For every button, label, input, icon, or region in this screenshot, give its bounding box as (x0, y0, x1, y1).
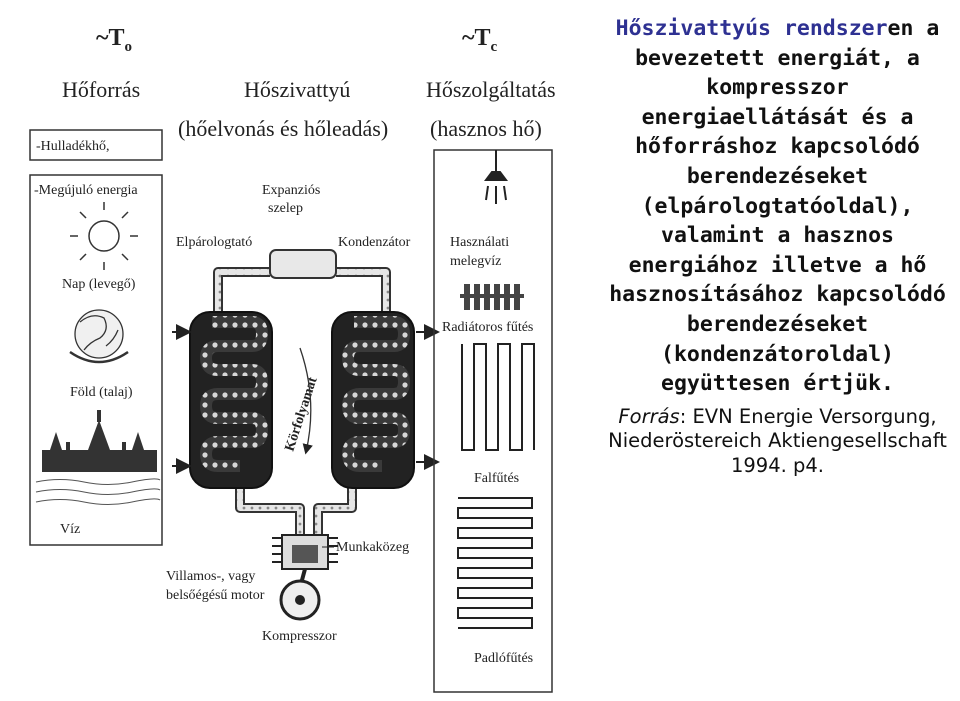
description-text (600, 14, 955, 399)
source-label: Forrás (618, 404, 680, 428)
heading-heat-pump: Hőszivattyú (244, 77, 351, 102)
description-body: bevezetett energiát, a kompresszor energiaellátását és a hőforráshoz kapcsolódó berendezéseket (elpárologtatóoldal), valamint a hasznos energiához illetve a hő hasznosításához kapcsolódó berendezéseket (kondenzátoroldal) együttesen értjük. (609, 45, 946, 397)
wall-heating-icon (462, 344, 534, 450)
water-waves-icon (36, 479, 160, 505)
cycle-label: Körfolyamat (282, 375, 321, 454)
motor-label-2: belsőégésű motor (166, 588, 265, 603)
motor-label-1: Villamos-, vagy (166, 569, 256, 584)
description-body-start: en a (887, 16, 940, 41)
compressor-motor-icon (272, 535, 338, 619)
floor-heating-icon (458, 498, 532, 628)
radiator-icon (460, 284, 524, 310)
floor-heating-label: Padlófűtés (474, 651, 534, 666)
condenser-unit (332, 312, 414, 488)
heading-heat-supply: Hőszolgáltatás (426, 77, 556, 102)
water-label: Víz (60, 522, 81, 537)
shower-icon (486, 150, 506, 204)
heading-heat-supply-sub: (hasznos hő) (430, 116, 542, 141)
expansion-valve-label-2: szelep (268, 201, 303, 216)
evaporator-label: Elpárologtató (176, 235, 253, 250)
working-medium-label: Munkaközeg (336, 540, 410, 555)
wall-heating-label: Falfűtés (474, 471, 520, 486)
condenser-label: Kondenzátor (338, 235, 411, 250)
hot-water-label-1: Használati (450, 235, 510, 250)
heading-heat-source: Hőforrás (62, 77, 141, 102)
heading-heat-pump-sub: (hőelvonás és hőleadás) (178, 116, 389, 141)
source-renewable-label: -Megújuló energia (34, 183, 138, 198)
highlight-heat-pump: Hőszivattyús (615, 16, 772, 41)
earth-soil-label: Föld (talaj) (70, 385, 133, 400)
source-text: : EVN Energie Versorgung, Niederöstereich Aktiengesellschaft 1994. p4. (608, 404, 947, 477)
earth-globe-icon (70, 310, 128, 362)
description-panel (600, 14, 955, 478)
expansion-valve (270, 250, 336, 278)
temp-source-label: $\sim T_o$ (96, 25, 132, 55)
source-citation (600, 405, 955, 479)
expansion-valve-label-1: Expanziós (262, 183, 321, 198)
source-waste-heat-label: -Hulladékhő, (36, 139, 110, 154)
compressor-label: Kompresszor (262, 629, 337, 644)
sun-air-label: Nap (levegő) (62, 277, 136, 292)
highlight-system: rendszer (783, 16, 888, 41)
radiator-heating-label: Radiátoros fűtés (442, 320, 534, 335)
sun-icon (70, 202, 138, 270)
temp-sink-label: $\sim T_c$ (462, 25, 498, 55)
evaporator-unit (190, 312, 272, 488)
hot-water-label-2: melegvíz (450, 254, 502, 269)
parliament-building-icon (42, 410, 157, 472)
